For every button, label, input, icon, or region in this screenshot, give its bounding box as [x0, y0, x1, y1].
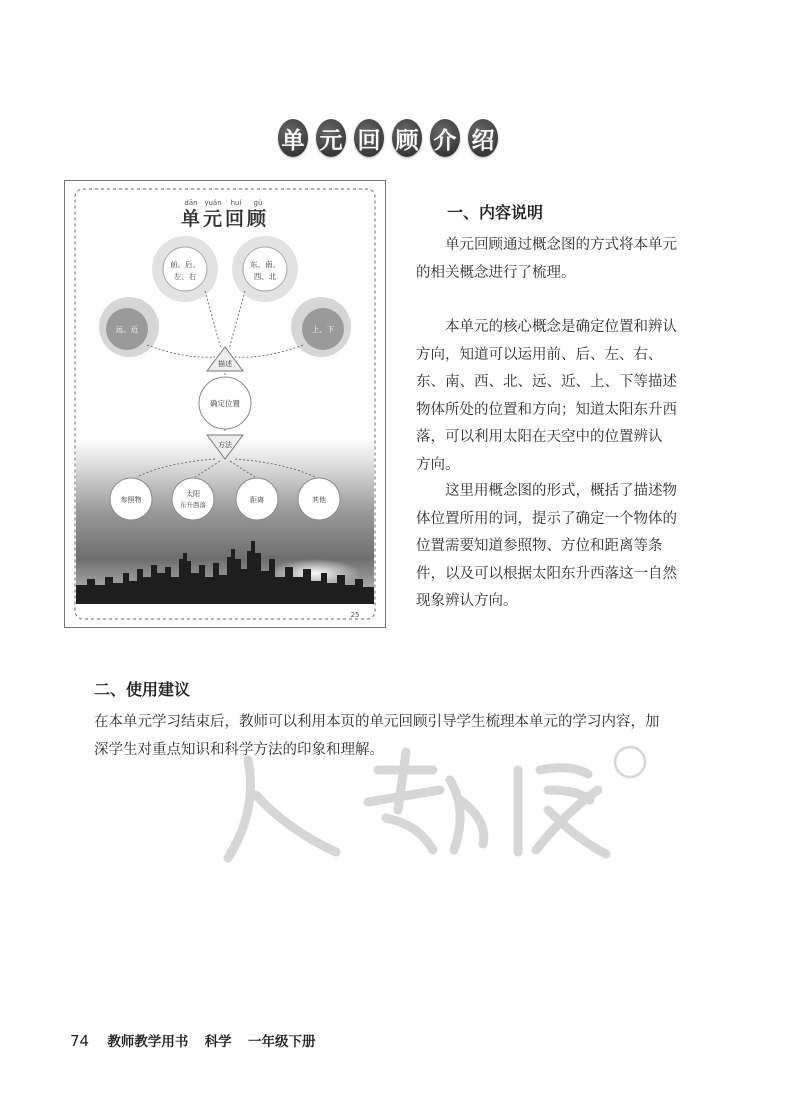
- text-line: 方向。: [416, 456, 460, 473]
- svg-text:西、北: 西、北: [253, 272, 277, 281]
- title-char: 回: [354, 119, 384, 157]
- text-line: 落，可以利用太阳在天空中的位置辨认: [416, 429, 663, 445]
- text-line: 件，以及可以根据太阳东升西落这一自然: [416, 565, 677, 582]
- svg-text:参照物: 参照物: [120, 496, 142, 504]
- center-node-determine-position: [199, 377, 251, 429]
- node-distance: [236, 478, 278, 520]
- textbook-page-figure: [64, 180, 386, 628]
- ground-line: [76, 601, 374, 604]
- section1-paragraph: [416, 232, 704, 287]
- page-footer: [70, 1030, 327, 1050]
- title-char: 顾: [392, 119, 422, 157]
- text-line: 位置需要知道参照物、方位和距离等条: [416, 538, 663, 554]
- svg-text:太阳: 太阳: [186, 490, 200, 498]
- figure-pinyin: gù: [253, 199, 263, 207]
- section2-heading: 二、使用建议: [94, 680, 191, 699]
- section1-paragraph: [416, 314, 704, 479]
- text-line: 在本单元学习结束后，教师可以利用本页的单元回顾引导学生梳理本单元的学习内容，加: [94, 714, 660, 730]
- svg-text:距离: 距离: [250, 496, 264, 504]
- bubble-up-down: [291, 297, 351, 357]
- svg-text:描述: 描述: [218, 360, 232, 368]
- figure-pinyin: dān: [184, 199, 198, 207]
- bubble-east-south-west-north: [232, 236, 298, 302]
- svg-text:远、近: 远、近: [115, 325, 139, 334]
- bubble-front-back-left-right: [152, 236, 218, 302]
- title-char: 绍: [468, 119, 498, 157]
- text-line: 方向，知道可以运用前、后、左、右、: [416, 346, 663, 363]
- svg-text:方法: 方法: [218, 441, 232, 449]
- bubble-far-near: [99, 297, 159, 357]
- describe-triangle: [207, 347, 243, 371]
- figure-heading: 单元回顾: [180, 208, 270, 230]
- text-line: 物体所处的位置和方向；知道太阳东升西: [416, 401, 677, 418]
- svg-text:确定位置: 确定位置: [210, 399, 240, 408]
- node-sun-rises-east: [172, 478, 214, 520]
- title-char: 元: [316, 119, 346, 157]
- text-line: 体位置所用的词，提示了确定一个物体的: [416, 510, 677, 527]
- text-line: 单元回顾通过概念图的方式将本单元: [445, 237, 677, 253]
- text-line: 深学生对重点知识和科学方法的印象和理解。: [94, 741, 384, 758]
- node-reference-object: [110, 478, 152, 520]
- text-line: 东、南、西、北、远、近、上、下等描述: [416, 374, 677, 390]
- figure-pinyin: yuán: [204, 199, 222, 207]
- title-char: 单: [278, 119, 308, 157]
- svg-text:前、后、: 前、后、: [170, 260, 200, 269]
- page-number: 74: [70, 1032, 90, 1050]
- figure-pinyin: huí: [230, 199, 242, 207]
- text-line: 现象辨认方向。: [416, 593, 518, 609]
- text-line: 这里用概念图的形式，概括了描述物: [445, 483, 677, 499]
- svg-text:上、下: 上、下: [311, 325, 335, 334]
- footer-grade: 一年级下册: [247, 1034, 316, 1050]
- svg-text:东、南、: 东、南、: [250, 260, 280, 269]
- text-line: 本单元的核心概念是确定位置和辨认: [445, 319, 677, 335]
- section1-paragraph: [416, 478, 704, 616]
- figure-page-number: 25: [350, 611, 360, 619]
- svg-text:东升西落: 东升西落: [180, 501, 206, 509]
- text-line: 的相关概念进行了梳理。: [416, 264, 576, 281]
- section1-heading: 一、内容说明: [447, 203, 544, 222]
- node-other: [298, 478, 340, 520]
- footer-book-title: 教师教学用书: [107, 1034, 189, 1050]
- svg-text:左、右: 左、右: [173, 272, 197, 281]
- concept-map: [65, 181, 385, 627]
- page-title: [278, 119, 498, 163]
- footer-subject: 科学: [204, 1034, 232, 1050]
- title-char: 介: [430, 119, 460, 157]
- section2-paragraph: [94, 709, 706, 764]
- svg-text:其他: 其他: [312, 496, 326, 504]
